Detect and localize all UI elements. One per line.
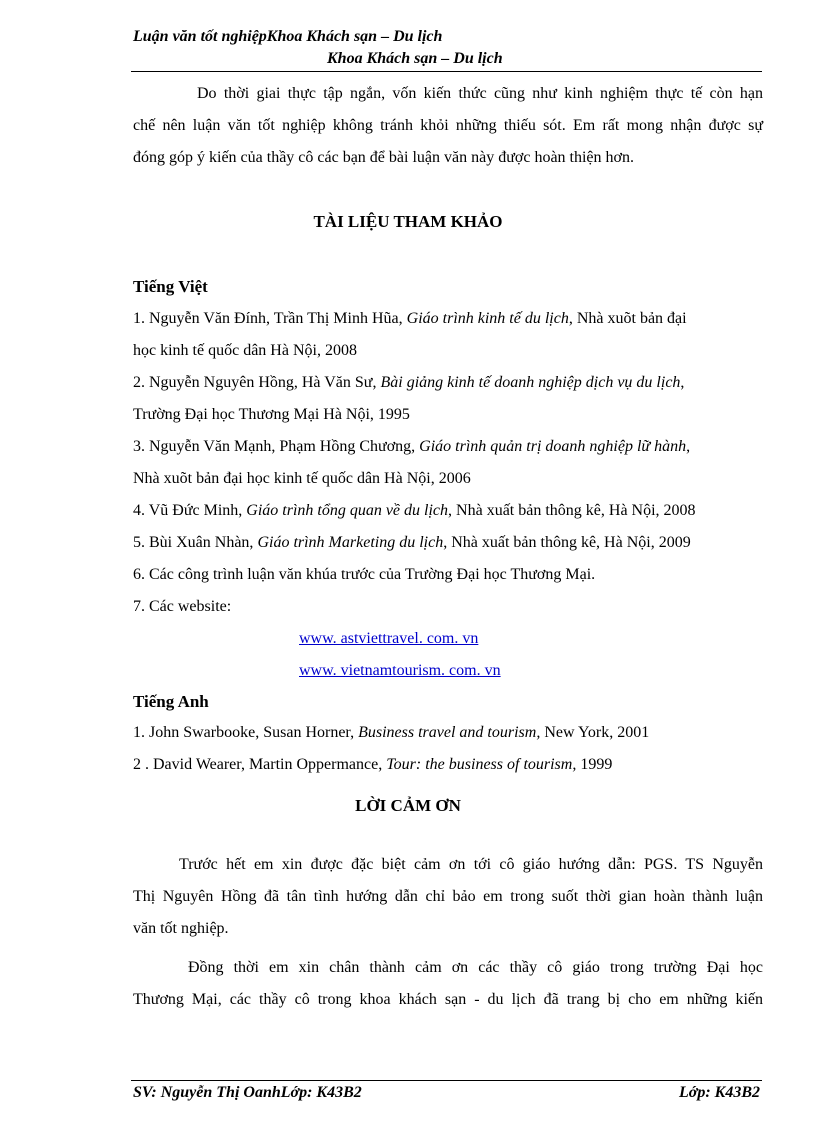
reference-punctuation: , bbox=[686, 438, 691, 455]
reference-title: Giáo trình Marketing du lịch bbox=[257, 534, 444, 551]
vietnamese-sources-heading: Tiếng Việt bbox=[133, 277, 208, 296]
reference-item-continued: Trường Đại học Thương Mại Hà Nội, 1995 bbox=[133, 406, 410, 423]
acknowledgement-line: Đồng thời em xin chân thành cảm ơn các thầy cô giáo trong trường Đại học bbox=[188, 959, 763, 976]
reference-publisher: , Nhà xuất bản thông kê, Hà Nội, 2008 bbox=[448, 502, 696, 519]
reference-title: Tour: the business of tourism, bbox=[386, 756, 577, 773]
reference-title: Business travel and tourism, bbox=[358, 724, 541, 741]
footer-rule bbox=[131, 1080, 762, 1081]
reference-item: 7. Các website: bbox=[133, 598, 232, 615]
reference-authors: 2. Nguyễn Nguyên Hồng, Hà Văn Sư, bbox=[133, 374, 381, 391]
website-link-astviettravel[interactable]: www. astviettravel. com. vn bbox=[299, 630, 479, 647]
reference-authors: 2 . David Wearer, Martin Oppermance, bbox=[133, 756, 387, 773]
reference-authors: 5. Bùi Xuân Nhàn, bbox=[133, 534, 258, 551]
reference-publisher: , Nhà xuất bản thông kê, Hà Nội, 2009 bbox=[443, 534, 691, 551]
reference-authors: 1. Nguyễn Văn Đính, Trần Thị Minh Hũa, bbox=[133, 310, 407, 327]
footer-student-info: SV: Nguyễn Thị OanhLớp: K43B2 bbox=[133, 1084, 362, 1101]
reference-item bbox=[133, 724, 649, 742]
references-title: TÀI LIỆU THAM KHẢO bbox=[313, 212, 503, 231]
acknowledgement-line: Thương Mại, các thầy cô trong khoa khách sạn - du lịch đã trang bị cho em những kiến bbox=[133, 991, 763, 1008]
reference-title: Giáo trình quản trị doanh nghiệp lữ hành bbox=[419, 438, 687, 455]
reference-item bbox=[133, 438, 690, 456]
intro-line: chế nên luận văn tốt nghiệp không tránh khỏi những thiếu sót. Em rất mong nhận được sự bbox=[133, 117, 763, 134]
reference-title: Giáo trình kinh tế du lịch bbox=[406, 310, 569, 327]
running-header: Luận văn tốt nghiệpKhoa Khách sạn – Du lịch bbox=[133, 28, 443, 45]
reference-year: 1999 bbox=[576, 756, 613, 773]
reference-title: Bài giảng kinh tế doanh nghiệp dịch vụ du lịch bbox=[380, 374, 681, 391]
intro-line: đóng góp ý kiến của thầy cô các bạn để bài luận văn này được hoàn thiện hơn. bbox=[133, 149, 634, 166]
acknowledgement-line: Thị Nguyên Hồng đã tân tình hướng dẫn chỉ bảo em trong suốt thời gian hoàn thành luận bbox=[133, 888, 763, 905]
reference-item bbox=[133, 756, 612, 774]
header-rule bbox=[131, 71, 762, 72]
reference-item-continued: học kinh tế quốc dân Hà Nội, 2008 bbox=[133, 342, 357, 359]
reference-item: 6. Các công trình luận văn khúa trước của Trường Đại học Thương Mại. bbox=[133, 566, 596, 583]
reference-publisher: New York, 2001 bbox=[540, 724, 650, 741]
english-sources-heading: Tiếng Anh bbox=[133, 692, 209, 711]
reference-authors: 1. John Swarbooke, Susan Horner, bbox=[133, 724, 359, 741]
intro-line: Do thời giai thực tập ngắn, vốn kiến thức cũng như kinh nghiệm thực tế còn hạn bbox=[197, 85, 763, 102]
acknowledgement-line: văn tốt nghiệp. bbox=[133, 920, 229, 937]
running-header-department: Khoa Khách sạn – Du lịch bbox=[327, 50, 503, 67]
acknowledgement-line: Trước hết em xin được đặc biệt cảm ơn tới cô giáo hướng dẫn: PGS. TS Nguyễn bbox=[179, 856, 763, 873]
reference-authors: 3. Nguyễn Văn Mạnh, Phạm Hồng Chương, bbox=[133, 438, 420, 455]
reference-authors: 4. Vũ Đức Minh, bbox=[133, 502, 247, 519]
reference-item bbox=[133, 310, 687, 328]
reference-punctuation: , bbox=[680, 374, 685, 391]
website-link-vietnamtourism[interactable]: www. vietnamtourism. com. vn bbox=[299, 662, 501, 679]
reference-item bbox=[133, 502, 696, 520]
reference-publisher: , Nhà xuõt bản đại bbox=[568, 310, 687, 327]
reference-item bbox=[133, 374, 684, 392]
reference-item bbox=[133, 534, 691, 552]
reference-item-continued: Nhà xuõt bản đại học kinh tế quốc dân Hà Nội, 2006 bbox=[133, 470, 471, 487]
footer-class: Lớp: K43B2 bbox=[678, 1084, 760, 1101]
reference-title: Giáo trình tổng quan về du lịch bbox=[246, 502, 449, 519]
acknowledgements-title: LỜI CẢM ƠN bbox=[355, 796, 461, 815]
